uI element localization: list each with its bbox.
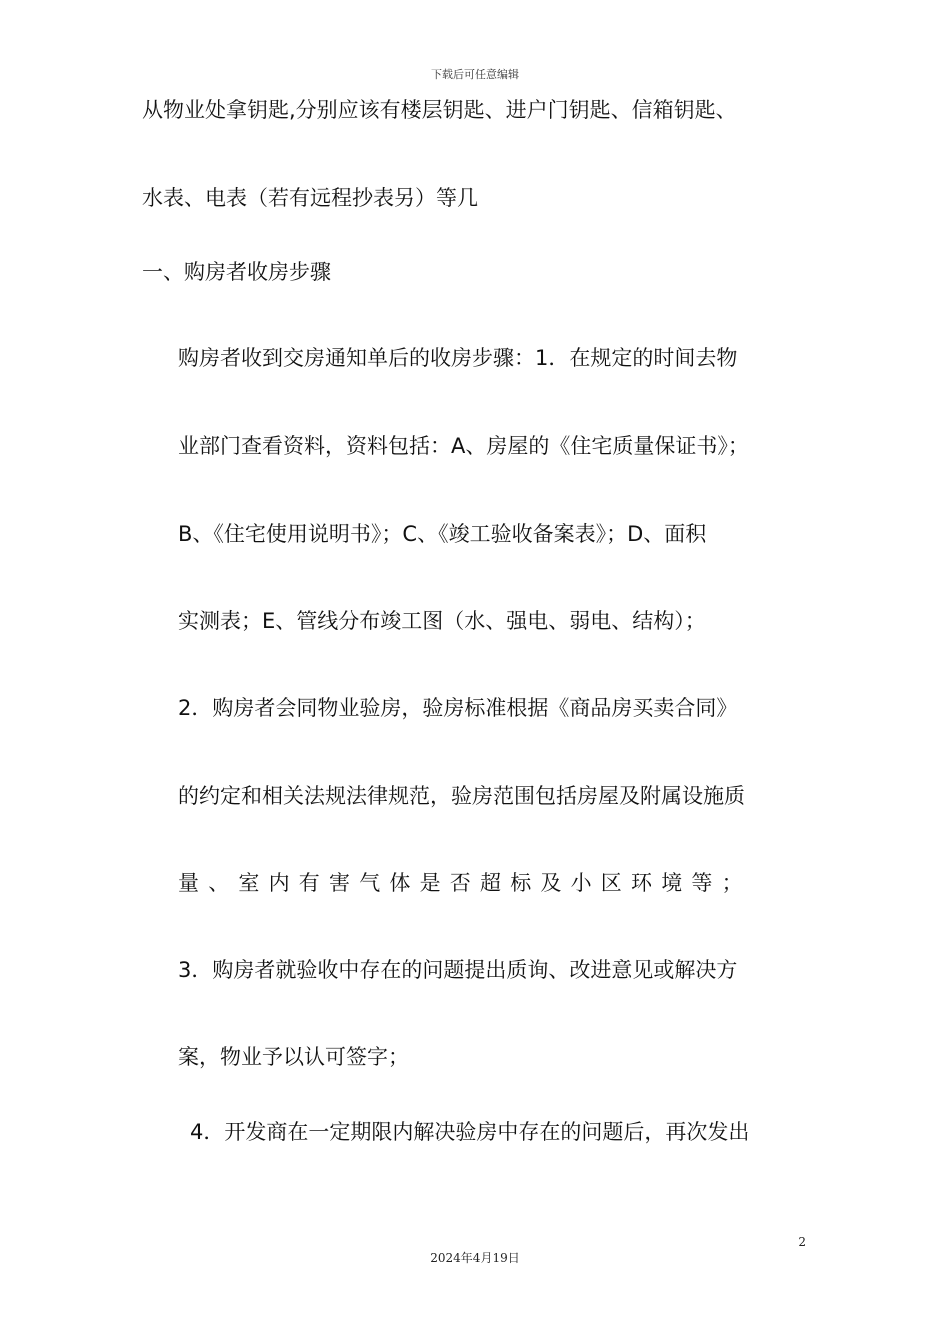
body-line-7: 实测表；E、管线分布竣工图（水、强电、弱电、结构）； <box>178 609 706 633</box>
body-line-12: 案，物业予以认可签字； <box>178 1045 409 1069</box>
body-line-8: 2．购房者会同物业验房，验房标准根据《商品房买卖合同》 <box>178 696 738 720</box>
page-number: 2 <box>798 1235 806 1249</box>
body-line-9: 的约定和相关法规法律规范，验房范围包括房屋及附属设施质 <box>178 784 745 808</box>
page-header: 下载后可任意编辑 <box>431 68 519 81</box>
body-line-1: 从物业处拿钥匙,分别应该有楼层钥匙、进户门钥匙、信箱钥匙、 <box>142 98 737 122</box>
body-line-4: 购房者收到交房通知单后的收房步骤：1．在规定的时间去物 <box>178 346 738 370</box>
body-line-5: 业部门查看资料，资料包括：A、房屋的《住宅质量保证书》； <box>178 434 749 458</box>
body-line-6: B、《住宅使用说明书》；C、《竣工验收备案表》；D、面积 <box>178 522 707 546</box>
footer-date: 2024年4月19日 <box>430 1251 520 1265</box>
body-line-13: 4．开发商在一定期限内解决验房中存在的问题后，再次发出 <box>190 1120 750 1144</box>
body-line-2: 水表、电表（若有远程抄表另）等几 <box>142 186 478 210</box>
body-line-11: 3．购房者就验收中存在的问题提出质询、改进意见或解决方 <box>178 958 738 982</box>
body-line-10: 量、室内有害气体是否超标及小区环境等； <box>178 871 752 895</box>
section-heading: 一、购房者收房步骤 <box>142 260 331 284</box>
